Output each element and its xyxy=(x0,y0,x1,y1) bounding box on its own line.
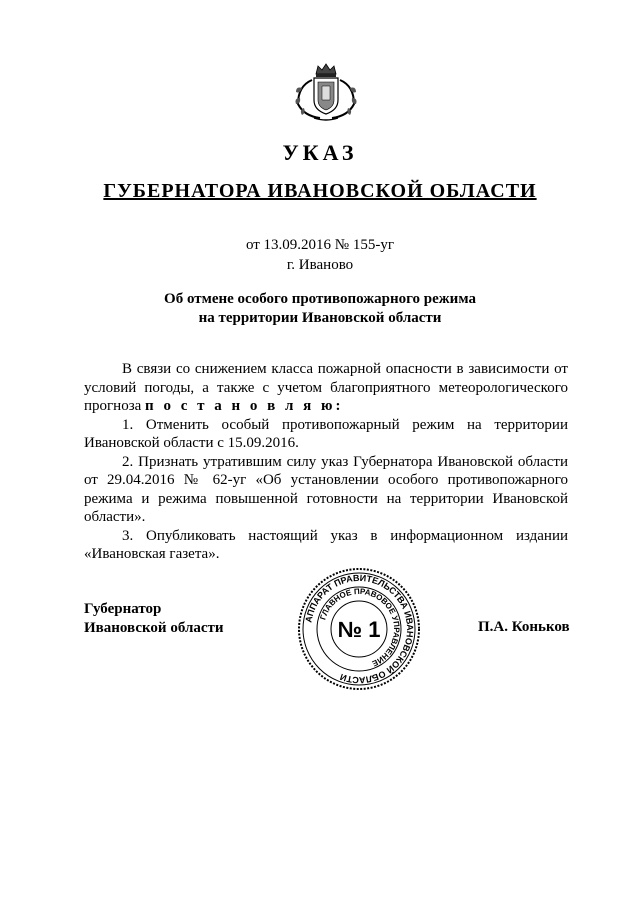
signatory-position xyxy=(84,600,224,638)
document-body xyxy=(84,360,568,564)
subject-line-2: на территории Ивановской области xyxy=(198,310,442,326)
document-subject xyxy=(0,290,640,328)
subject-line-1: Об отмене особого противопожарного режима xyxy=(164,291,476,307)
signatory-position-line-1: Губернатор xyxy=(84,601,162,617)
intro-text: В связи со снижением класса пожарной опасности в зависимости от условий погоды, а также с учетом благоприятного метеорологического прогноза xyxy=(84,361,568,414)
body-intro xyxy=(84,360,568,416)
body-item-1: 1. Отменить особый противопожарный режим на территории Ивановской области с 15.09.2016. xyxy=(84,416,568,451)
document-title: УКАЗ xyxy=(282,140,358,165)
stamp-number: № 1 xyxy=(337,617,381,642)
body-item-2: 2. Признать утратившим силу указ Губернатора Ивановской области от 29.04.2016 № 62-уг «Об установлении особого противопожарного режима и режима повышенной готовности на территории Ивановской области». xyxy=(84,453,568,525)
decree-word: п о с т а н о в л я ю: xyxy=(145,398,344,414)
coat-of-arms-icon xyxy=(284,60,368,124)
document-date-number: от 13.09.2016 № 155-уг xyxy=(245,237,395,253)
signatory-name: П.А. Коньков xyxy=(478,619,570,635)
document-issuer: ГУБЕРНАТОРА ИВАНОВСКОЙ ОБЛАСТИ xyxy=(103,180,537,202)
body-item-3: 3. Опубликовать настоящий указ в информационном издании «Ивановская газета». xyxy=(84,527,568,562)
stamp-inner-text: ГЛАВНОЕ ПРАВОВОЕ УПРАВЛЕНИЕ xyxy=(318,586,402,669)
signatory-position-line-2: Ивановской области xyxy=(84,620,224,636)
official-stamp xyxy=(297,567,421,691)
stamp-outer-text: АППАРАТ ПРАВИТЕЛЬСТВА ИВАНОВСКОЙ ОБЛАСТИ xyxy=(303,572,416,686)
document-city: г. Иваново xyxy=(286,257,354,273)
